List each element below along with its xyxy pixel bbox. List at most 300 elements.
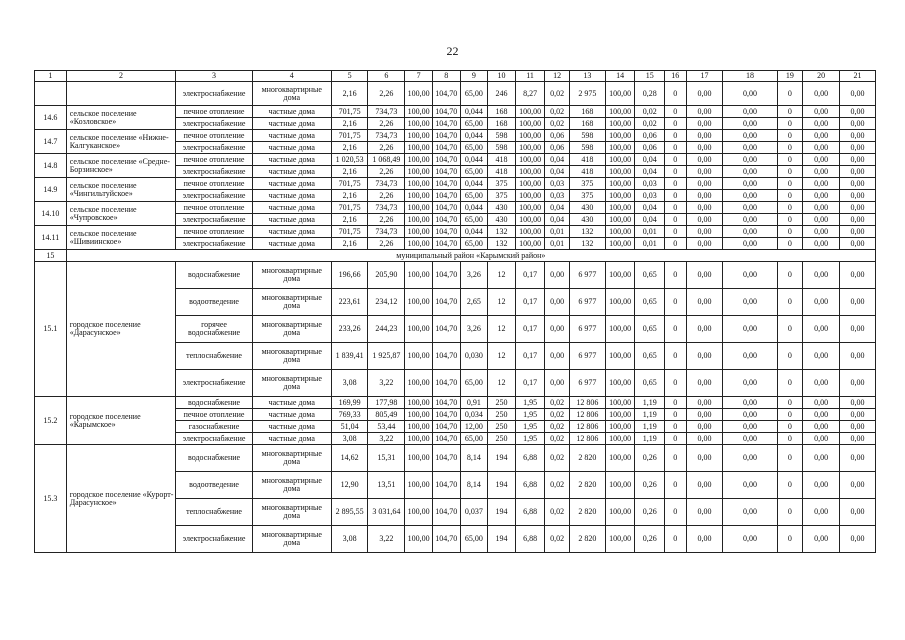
value-cell: 104,70 (432, 106, 460, 118)
value-cell: 0 (665, 262, 686, 289)
service-cell: электроснабжение (176, 82, 253, 106)
value-cell: 0,00 (723, 421, 777, 433)
value-cell: 0 (777, 262, 803, 289)
column-number-header: 19 (777, 71, 803, 82)
value-cell: 2,26 (368, 238, 405, 250)
value-cell: 0 (665, 421, 686, 433)
row-number-cell: 14.8 (35, 154, 67, 178)
housing-type-cell: частные дома (252, 421, 331, 433)
settlement-name-cell: городское поселение «Курорт-Дарасунское» (66, 445, 175, 553)
service-cell: электроснабжение (176, 190, 253, 202)
value-cell: 65,00 (460, 190, 488, 202)
value-cell: 0,00 (839, 316, 875, 343)
value-cell: 0,06 (545, 130, 570, 142)
value-cell: 100,00 (605, 370, 635, 397)
value-cell: 0 (665, 238, 686, 250)
value-cell: 430 (488, 202, 516, 214)
value-cell: 0,00 (839, 154, 875, 166)
value-cell: 2,26 (368, 142, 405, 154)
value-cell: 104,70 (432, 190, 460, 202)
value-cell: 0 (777, 445, 803, 472)
value-cell: 0,037 (460, 499, 488, 526)
value-cell: 233,26 (331, 316, 368, 343)
value-cell: 0,00 (803, 472, 840, 499)
value-cell: 375 (488, 178, 516, 190)
value-cell: 0,02 (545, 106, 570, 118)
value-cell: 104,70 (432, 421, 460, 433)
value-cell: 0 (665, 397, 686, 409)
value-cell: 375 (488, 190, 516, 202)
value-cell: 0 (665, 214, 686, 226)
value-cell: 100,00 (405, 433, 433, 445)
value-cell: 0 (665, 178, 686, 190)
value-cell: 104,70 (432, 409, 460, 421)
service-cell: водоснабжение (176, 445, 253, 472)
value-cell: 0,00 (686, 526, 723, 553)
value-cell: 0,26 (635, 445, 665, 472)
section-row (35, 250, 876, 262)
value-cell: 0,00 (723, 370, 777, 397)
value-cell: 100,00 (605, 106, 635, 118)
value-cell: 1,19 (635, 421, 665, 433)
value-cell: 0,00 (686, 421, 723, 433)
value-cell: 0,02 (635, 106, 665, 118)
value-cell: 0,00 (723, 130, 777, 142)
value-cell: 0,00 (839, 82, 875, 106)
service-cell: водоотведение (176, 472, 253, 499)
value-cell: 375 (569, 178, 605, 190)
value-cell: 0,00 (803, 445, 840, 472)
value-cell: 53,44 (368, 421, 405, 433)
value-cell: 0,65 (635, 316, 665, 343)
column-number-header: 7 (405, 71, 433, 82)
value-cell: 100,00 (515, 202, 545, 214)
service-cell: печное отопление (176, 130, 253, 142)
value-cell: 0,00 (686, 409, 723, 421)
value-cell: 169,99 (331, 397, 368, 409)
value-cell: 1,19 (635, 433, 665, 445)
value-cell: 0,00 (839, 226, 875, 238)
value-cell: 0,00 (803, 214, 840, 226)
settlement-name-cell: сельское поселение «Шивиинское» (66, 226, 175, 250)
value-cell: 0,00 (803, 370, 840, 397)
value-cell: 100,00 (605, 154, 635, 166)
settlement-name-cell: городское поселение «Карымское» (66, 397, 175, 445)
column-number-header: 21 (839, 71, 875, 82)
value-cell: 100,00 (405, 226, 433, 238)
value-cell: 0 (665, 316, 686, 343)
value-cell: 100,00 (515, 154, 545, 166)
value-cell: 65,00 (460, 82, 488, 106)
housing-type-cell: частные дома (252, 106, 331, 118)
value-cell: 0,00 (686, 130, 723, 142)
value-cell: 100,00 (605, 178, 635, 190)
value-cell: 0 (777, 370, 803, 397)
column-number-header: 1 (35, 71, 67, 82)
settlement-name-cell: сельское поселение «Чупровское» (66, 202, 175, 226)
value-cell: 0,00 (839, 433, 875, 445)
value-cell: 100,00 (605, 130, 635, 142)
value-cell: 0,00 (686, 82, 723, 106)
value-cell: 0 (777, 397, 803, 409)
value-cell: 0,00 (839, 262, 875, 289)
value-cell: 100,00 (405, 154, 433, 166)
value-cell: 65,00 (460, 526, 488, 553)
value-cell: 0 (777, 526, 803, 553)
value-cell: 0 (777, 190, 803, 202)
value-cell: 12 (488, 289, 516, 316)
column-number-header: 10 (488, 71, 516, 82)
value-cell: 0,26 (635, 526, 665, 553)
value-cell: 2 895,55 (331, 499, 368, 526)
value-cell: 1,95 (515, 409, 545, 421)
value-cell: 100,00 (515, 130, 545, 142)
value-cell: 0,65 (635, 370, 665, 397)
value-cell: 100,00 (405, 142, 433, 154)
value-cell: 0,00 (686, 397, 723, 409)
value-cell: 0 (777, 166, 803, 178)
value-cell: 418 (488, 154, 516, 166)
value-cell: 100,00 (515, 190, 545, 202)
value-cell: 430 (569, 202, 605, 214)
value-cell: 0,91 (460, 397, 488, 409)
value-cell: 0,00 (803, 82, 840, 106)
settlement-name-cell: сельское поселение «Чингильтуйское» (66, 178, 175, 202)
value-cell: 0,00 (686, 142, 723, 154)
service-cell: печное отопление (176, 202, 253, 214)
column-number-header: 17 (686, 71, 723, 82)
table-row (35, 202, 876, 214)
value-cell: 100,00 (605, 190, 635, 202)
service-cell: электроснабжение (176, 526, 253, 553)
housing-type-cell: многоквартирные дома (252, 472, 331, 499)
value-cell: 0,02 (545, 397, 570, 409)
value-cell: 0,00 (839, 343, 875, 370)
value-cell: 3,08 (331, 433, 368, 445)
housing-type-cell: частные дома (252, 202, 331, 214)
value-cell: 132 (488, 238, 516, 250)
value-cell: 0,00 (545, 370, 570, 397)
value-cell: 0,00 (803, 238, 840, 250)
value-cell: 0,034 (460, 409, 488, 421)
value-cell: 100,00 (605, 316, 635, 343)
value-cell: 0,00 (723, 262, 777, 289)
value-cell: 769,33 (331, 409, 368, 421)
service-cell: газоснабжение (176, 421, 253, 433)
column-number-header: 8 (432, 71, 460, 82)
value-cell: 0,00 (839, 421, 875, 433)
table-row (35, 262, 876, 289)
value-cell: 12 (488, 343, 516, 370)
value-cell: 104,70 (432, 472, 460, 499)
value-cell: 104,70 (432, 397, 460, 409)
value-cell: 104,70 (432, 238, 460, 250)
value-cell: 0,04 (545, 154, 570, 166)
value-cell: 100,00 (515, 226, 545, 238)
value-cell: 0,26 (635, 499, 665, 526)
settlement-name-cell: сельское поселение «Средне-Борзинское» (66, 154, 175, 178)
value-cell: 0 (665, 118, 686, 130)
value-cell: 104,70 (432, 262, 460, 289)
value-cell: 2,16 (331, 238, 368, 250)
value-cell: 0,00 (723, 190, 777, 202)
row-number-cell: 15.3 (35, 445, 67, 553)
housing-type-cell: многоквартирные дома (252, 289, 331, 316)
service-cell: электроснабжение (176, 214, 253, 226)
value-cell: 0,030 (460, 343, 488, 370)
value-cell: 168 (488, 106, 516, 118)
value-cell: 6 977 (569, 316, 605, 343)
value-cell: 100,00 (405, 82, 433, 106)
value-cell: 0,00 (839, 445, 875, 472)
value-cell: 6 977 (569, 343, 605, 370)
value-cell: 100,00 (405, 499, 433, 526)
service-cell: теплоснабжение (176, 343, 253, 370)
value-cell: 2,16 (331, 166, 368, 178)
value-cell: 100,00 (515, 142, 545, 154)
value-cell: 0 (665, 130, 686, 142)
value-cell: 0,00 (803, 166, 840, 178)
value-cell: 418 (569, 154, 605, 166)
service-cell: печное отопление (176, 226, 253, 238)
value-cell: 0,00 (839, 370, 875, 397)
value-cell: 132 (569, 238, 605, 250)
value-cell: 0,00 (803, 190, 840, 202)
value-cell: 0,02 (545, 472, 570, 499)
value-cell: 0 (665, 226, 686, 238)
value-cell: 0,00 (803, 202, 840, 214)
table-row (35, 82, 876, 106)
value-cell: 2 820 (569, 445, 605, 472)
settlement-name-cell (66, 82, 175, 106)
value-cell: 250 (488, 397, 516, 409)
housing-type-cell: многоквартирные дома (252, 82, 331, 106)
value-cell: 0 (777, 316, 803, 343)
housing-type-cell: частные дома (252, 238, 331, 250)
value-cell: 0,01 (545, 226, 570, 238)
service-cell: теплоснабжение (176, 499, 253, 526)
service-cell: электроснабжение (176, 238, 253, 250)
value-cell: 0,044 (460, 178, 488, 190)
value-cell: 0,00 (803, 178, 840, 190)
value-cell: 104,70 (432, 316, 460, 343)
housing-type-cell: многоквартирные дома (252, 316, 331, 343)
value-cell: 430 (569, 214, 605, 226)
value-cell: 196,66 (331, 262, 368, 289)
value-cell: 0,17 (515, 289, 545, 316)
value-cell: 104,70 (432, 82, 460, 106)
row-number-cell: 14.10 (35, 202, 67, 226)
value-cell: 0,00 (686, 472, 723, 499)
value-cell: 100,00 (605, 397, 635, 409)
row-number-cell: 15.2 (35, 397, 67, 445)
housing-type-cell: частные дома (252, 130, 331, 142)
value-cell: 100,00 (605, 202, 635, 214)
value-cell: 0,00 (839, 190, 875, 202)
value-cell: 0,00 (839, 214, 875, 226)
value-cell: 1,95 (515, 397, 545, 409)
value-cell: 100,00 (405, 289, 433, 316)
value-cell: 0,02 (545, 421, 570, 433)
value-cell: 168 (569, 118, 605, 130)
value-cell: 100,00 (405, 445, 433, 472)
value-cell: 3,22 (368, 370, 405, 397)
row-number-cell: 14.11 (35, 226, 67, 250)
value-cell: 0,00 (686, 202, 723, 214)
value-cell: 168 (488, 118, 516, 130)
value-cell: 250 (488, 433, 516, 445)
table-row (35, 226, 876, 238)
value-cell: 100,00 (605, 166, 635, 178)
value-cell: 100,00 (405, 190, 433, 202)
value-cell: 2 820 (569, 472, 605, 499)
row-number-cell: 14.9 (35, 178, 67, 202)
value-cell: 234,12 (368, 289, 405, 316)
value-cell: 0,00 (723, 178, 777, 190)
value-cell: 0 (777, 178, 803, 190)
value-cell: 0,00 (839, 166, 875, 178)
value-cell: 104,70 (432, 343, 460, 370)
value-cell: 100,00 (405, 238, 433, 250)
value-cell: 0 (665, 370, 686, 397)
value-cell: 0,28 (635, 82, 665, 106)
value-cell: 701,75 (331, 106, 368, 118)
value-cell: 0,00 (839, 526, 875, 553)
value-cell: 100,00 (405, 343, 433, 370)
value-cell: 0,06 (545, 142, 570, 154)
value-cell: 0,01 (635, 238, 665, 250)
value-cell: 100,00 (605, 82, 635, 106)
row-number-cell: 15.1 (35, 262, 67, 397)
value-cell: 3,08 (331, 370, 368, 397)
value-cell: 2 820 (569, 526, 605, 553)
value-cell: 6,88 (515, 472, 545, 499)
value-cell: 1,95 (515, 433, 545, 445)
value-cell: 0,044 (460, 202, 488, 214)
value-cell: 0,044 (460, 106, 488, 118)
value-cell: 0 (665, 343, 686, 370)
value-cell: 0,00 (686, 499, 723, 526)
value-cell: 6,88 (515, 445, 545, 472)
value-cell: 100,00 (605, 445, 635, 472)
header-row (35, 71, 876, 82)
value-cell: 100,00 (405, 166, 433, 178)
value-cell: 0 (665, 409, 686, 421)
value-cell: 51,04 (331, 421, 368, 433)
service-cell: электроснабжение (176, 166, 253, 178)
value-cell: 0,00 (686, 190, 723, 202)
value-cell: 100,00 (405, 118, 433, 130)
value-cell: 0,02 (545, 118, 570, 130)
value-cell: 8,14 (460, 445, 488, 472)
column-number-header: 14 (605, 71, 635, 82)
value-cell: 205,90 (368, 262, 405, 289)
value-cell: 194 (488, 499, 516, 526)
value-cell: 104,70 (432, 202, 460, 214)
value-cell: 598 (488, 130, 516, 142)
value-cell: 13,51 (368, 472, 405, 499)
settlement-name-cell: городское поселение «Дарасунское» (66, 262, 175, 397)
value-cell: 0,044 (460, 130, 488, 142)
value-cell: 12 806 (569, 397, 605, 409)
value-cell: 8,27 (515, 82, 545, 106)
value-cell: 2,16 (331, 142, 368, 154)
value-cell: 0 (665, 82, 686, 106)
value-cell: 0 (777, 421, 803, 433)
value-cell: 100,00 (405, 106, 433, 118)
value-cell: 0,00 (723, 445, 777, 472)
value-cell: 0,04 (545, 166, 570, 178)
value-cell: 598 (569, 142, 605, 154)
value-cell: 0,02 (545, 445, 570, 472)
value-cell: 418 (488, 166, 516, 178)
table-row (35, 130, 876, 142)
value-cell: 0,00 (723, 526, 777, 553)
value-cell: 0,00 (686, 316, 723, 343)
value-cell: 0,17 (515, 370, 545, 397)
value-cell: 14,62 (331, 445, 368, 472)
value-cell: 0,03 (545, 178, 570, 190)
value-cell: 0,00 (723, 409, 777, 421)
page-number: 22 (446, 44, 459, 58)
value-cell: 100,00 (605, 226, 635, 238)
column-number-header: 18 (723, 71, 777, 82)
value-cell: 100,00 (605, 262, 635, 289)
service-cell: горячее водоснабжение (176, 316, 253, 343)
value-cell: 100,00 (405, 526, 433, 553)
value-cell: 0,00 (723, 142, 777, 154)
housing-type-cell: частные дома (252, 166, 331, 178)
value-cell: 701,75 (331, 226, 368, 238)
value-cell: 0,03 (635, 190, 665, 202)
housing-type-cell: многоквартирные дома (252, 499, 331, 526)
housing-type-cell: частные дома (252, 118, 331, 130)
value-cell: 0,00 (723, 118, 777, 130)
value-cell: 100,00 (405, 370, 433, 397)
value-cell: 0,00 (686, 370, 723, 397)
value-cell: 100,00 (515, 106, 545, 118)
value-cell: 0,00 (803, 499, 840, 526)
value-cell: 0 (665, 526, 686, 553)
value-cell: 0,01 (635, 226, 665, 238)
value-cell: 0,00 (686, 262, 723, 289)
column-number-header: 20 (803, 71, 840, 82)
value-cell: 0,044 (460, 226, 488, 238)
value-cell: 104,70 (432, 370, 460, 397)
value-cell: 0 (777, 130, 803, 142)
value-cell: 734,73 (368, 178, 405, 190)
value-cell: 0,00 (839, 130, 875, 142)
value-cell: 0,00 (723, 289, 777, 316)
column-number-header: 3 (176, 71, 253, 82)
table-row (35, 445, 876, 472)
value-cell: 0,00 (723, 316, 777, 343)
value-cell: 0 (665, 190, 686, 202)
value-cell: 0 (665, 499, 686, 526)
value-cell: 0,02 (545, 82, 570, 106)
value-cell: 1 068,49 (368, 154, 405, 166)
value-cell: 1,19 (635, 397, 665, 409)
value-cell: 0,02 (545, 409, 570, 421)
row-number-cell: 14.6 (35, 106, 67, 130)
value-cell: 1 020,53 (331, 154, 368, 166)
value-cell: 0,00 (839, 202, 875, 214)
value-cell: 0,00 (803, 316, 840, 343)
value-cell: 0 (665, 289, 686, 316)
housing-type-cell: многоквартирные дома (252, 262, 331, 289)
value-cell: 100,00 (605, 433, 635, 445)
service-cell: печное отопление (176, 409, 253, 421)
